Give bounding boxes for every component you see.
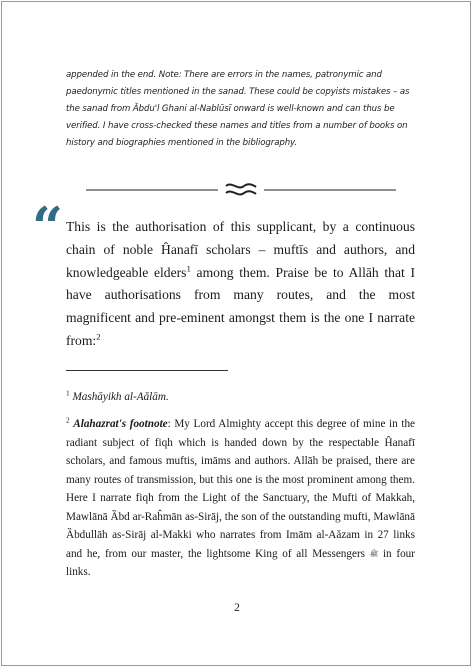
- section-divider-ornament: [86, 179, 396, 199]
- page-number: 2: [234, 602, 240, 614]
- footnote-separator: [66, 370, 228, 371]
- intro-note: appended in the end. Note: There are errors in the names, patronymic and paedonymic titles mentioned in the sanad. These could be copyists mistakes – as the sanad from Ȁbdu'l Ghani al-Nablūsī onward is well-known and can thus be verified. I have cross-checked these names and titles from a number of books on history and biographies mentioned in the bibliography.: [66, 70, 410, 148]
- honorific-symbol: ﷺ: [369, 549, 379, 558]
- footnote-1-number: 1: [66, 389, 70, 398]
- footnote-2-title: Alahazrat's footnote: [73, 418, 168, 430]
- footnote-1: [66, 389, 415, 405]
- footnote-ref-1: 1: [186, 263, 191, 274]
- footnote-2: [66, 415, 415, 582]
- main-paragraph-text-a: This is the authorisation of this supplicant, by a continuous chain of noble Ĥanafī scholars – muftīs and authors, and knowledgeable elders: [66, 219, 415, 280]
- main-paragraph-text-b: among them. Praise be to Allāh that I have authorisations from many routes, and the most magnificent and pre-eminent amongst them is the one I narrate from:: [66, 264, 415, 348]
- main-paragraph: [66, 216, 415, 353]
- footnote-ref-2: 2: [96, 331, 101, 342]
- footnote-2-text-a: : My Lord Almighty accept this degree of mine in the radiant subject of fiqh which is handed down by the respectable Ĥanafī scholars, and famous muftis, imāms and authors. Allāh be praised, there are many routes of transmission, but this one is the most prominent among them. Here I narrate fiqh from the Light of the Sanctuary, the Mufti of Makkah, Mawlānā Ȁbd ar-Raĥmān as-Sirāj, the son of the outstanding mufti, Mawlānā Ȁbdullāh as-Sirāj al-Makki who narrates from Imām al-Aǎzam in 27 links and he, from our master, the lightsome King of all Messengers: [66, 418, 416, 560]
- quote-mark-icon: “: [32, 195, 64, 259]
- footnote-1-text: Mashāyikh al-Aălām.: [72, 391, 169, 403]
- divider-swirl-icon: [226, 184, 256, 194]
- footnote-2-number: 2: [66, 416, 70, 425]
- footnote-2-text-b: in four links.: [66, 547, 415, 579]
